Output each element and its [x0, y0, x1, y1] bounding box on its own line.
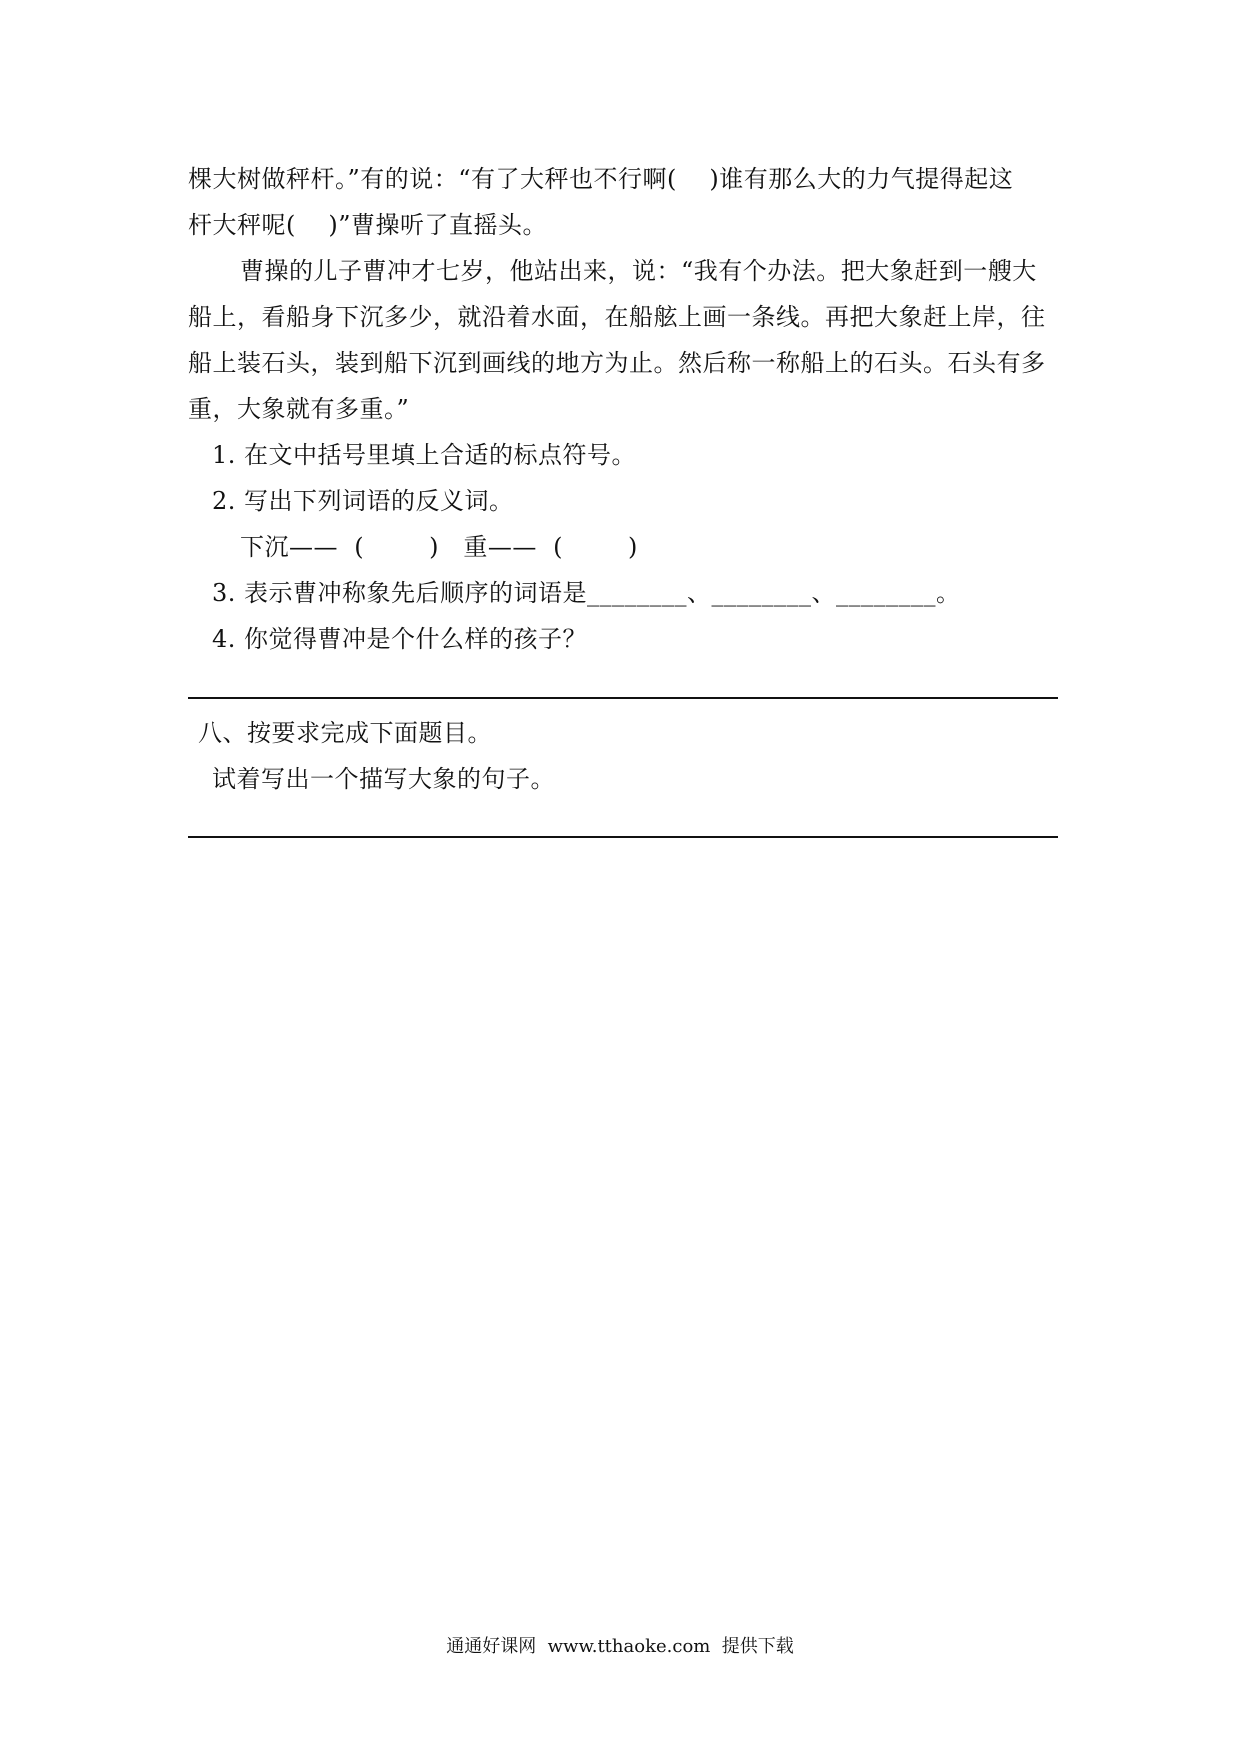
answer-line-q4	[188, 697, 1058, 699]
answer-line-section-8	[188, 836, 1058, 838]
passage-line-1: 棵大树做秤杆。”有的说：“有了大秤也不行啊( )谁有那么大的力气提得起这	[188, 165, 1014, 193]
question-3: 3. 表示曹冲称象先后顺序的词语是________、________、________。	[212, 579, 961, 607]
passage-line-4: 船上，看船身下沉多少，就沿着水面，在船舷上画一条线。再把大象赶上岸，往	[188, 303, 1046, 331]
question-2-items: 下沉—— ( ) 重—— ( )	[240, 533, 638, 561]
section-8-prompt: 试着写出一个描写大象的句子。	[212, 765, 555, 793]
passage-line-5: 船上装石头，装到船下沉到画线的地方为止。然后称一称船上的石头。石头有多	[188, 349, 1046, 377]
passage-line-6: 重，大象就有多重。”	[188, 395, 410, 423]
passage-line-3: 曹操的儿子曹冲才七岁，他站出来，说：“我有个办法。把大象赶到一艘大	[240, 257, 1037, 285]
question-2: 2. 写出下列词语的反义词。	[212, 487, 514, 515]
passage-line-2: 杆大秤呢( )”曹操听了直摇头。	[188, 211, 548, 239]
question-4: 4. 你觉得曹冲是个什么样的孩子？	[212, 625, 588, 653]
question-1: 1. 在文中括号里填上合适的标点符号。	[212, 441, 637, 469]
section-8-title: 八、按要求完成下面题目。	[198, 719, 492, 747]
page-footer: 通通好课网 www.tthaoke.com 提供下载	[446, 1636, 794, 1657]
